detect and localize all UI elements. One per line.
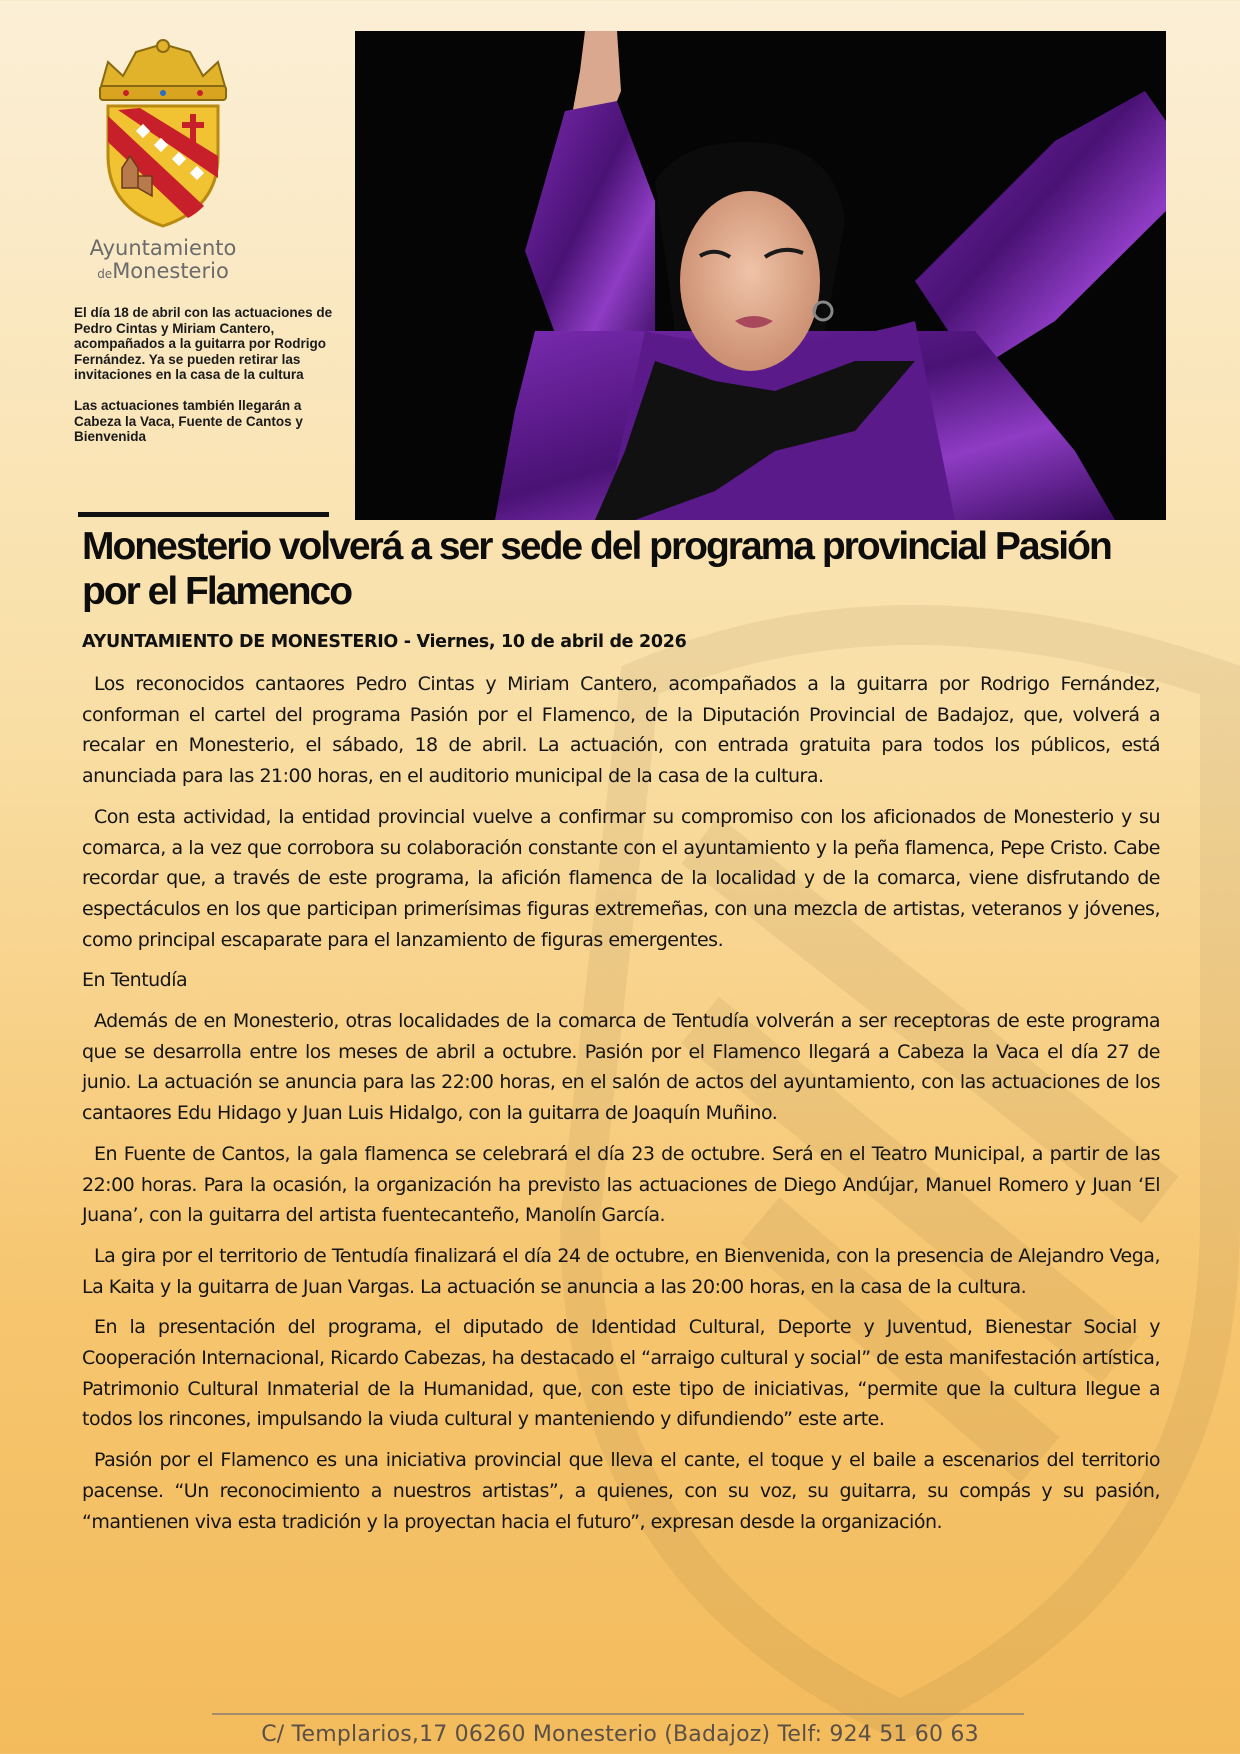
flamenco-singer-photo [355,31,1166,520]
article-paragraph: En Fuente de Cantos, la gala flamenca se celebrará el día 23 de octubre. Será en el Teatro Municipal, a partir de las 22:00 horas. Para la ocasión, la organización ha previsto las actuaciones de Diego Andújar, Manuel Romero y Juan ‘El Juana’, con la guitarra del artista fuentecanteño, Manolín García. [82,1142,1160,1227]
article-headline: Monesterio volverá a ser sede del programa provincial Pasión por el Flamenco [82,525,1111,613]
article-body [82,669,1160,1547]
footer-address: C/ Templarios,17 06260 Monesterio (Badajoz) Telf: 924 51 60 63 [261,1722,979,1747]
article-paragraph: La gira por el territorio de Tentudía finalizará el día 24 de octubre, en Bienvenida, con la presencia de Alejandro Vega, La Kaita y la guitarra de Juan Vargas. La actuación se anuncia a las 20:00 horas, en la casa de la cultura. [82,1244,1160,1298]
article-date: - Viernes, 10 de abril de 2026 [403,632,687,652]
article-source: AYUNTAMIENTO DE MONESTERIO [82,632,398,652]
singer-image [355,31,1166,520]
headline-rule [78,512,329,517]
article-paragraph: En la presentación del programa, el diputado de Identidad Cultural, Deporte y Juventud, Bienestar Social y Cooperación Internacional, Ricardo Cabezas, ha destacado el “arraigo cultural y social” de esta manifestación artística, Patrimonio Cultural Inmaterial de la Humanidad, que, con este tipo de iniciativas, “permite que la cultura llegue a todos los rincones, impulsando la viuda cultural y manteniendo y difundiendo” este arte. [82,1316,1160,1431]
footer-divider [212,1713,1024,1715]
ayuntamiento-logo [78,38,248,288]
logo-line2-text: Monesterio [112,259,229,283]
article-paragraph: Pasión por el Flamenco es una iniciativa provincial que lleva el cante, el toque y el baile a escenarios del territorio pacense. “Un reconocimiento a nuestros artistas”, a quienes, con su voz, su guitarra, su compás y su pasión, “mantienen viva esta tradición y la proyectan hacia el futuro”, expresan desde la organización. [82,1449,1160,1533]
sidebar-paragraph: El día 18 de abril con las actuaciones de Pedro Cintas y Miriam Cantero, acompañados a la guitarra por Rodrigo Fernández. Ya se pueden retirar las invitaciones en la casa de la cultura [74,305,333,383]
article-paragraph: Además de en Monesterio, otras localidades de la comarca de Tentudía volverán a ser receptoras de este programa que se desarrolla entre los meses de abril a octubre. Pasión por el Flamenco llegará a Cabeza la Vaca el día 27 de junio. La actuación se anuncia para las 22:00 horas, en el salón de actos del ayuntamiento, con las actuaciones de los cantaores Edu Hidago y Juan Luis Hidalgo, con la guitarra de Joaquín Muñino. [82,1010,1160,1125]
logo-line1: Ayuntamiento [89,236,237,260]
article-subheading: En Tentudía [82,969,188,992]
article-paragraph: Los reconocidos cantaores Pedro Cintas y Miriam Cantero, acompañados a la guitarra por Rodrigo Fernández, conforman el cartel del programa Pasión por el Flamenco, de la Diputación Provincial de Badajoz, que, volverá a recalar en Monesterio, el sábado, 18 de abril. La actuación, con entrada gratuita para todos los públicos, está anunciada para las 21:00 horas, en el auditorio municipal de la casa de la cultura. [82,673,1160,788]
article-byline [82,632,687,652]
logo-line2-prefix: de [97,267,113,281]
coat-of-arms-icon [78,38,248,233]
sidebar-paragraph: Las actuaciones también llegarán a Cabeza la Vaca, Fuente de Cantos y Bienvenida [74,397,303,445]
logo-line2 [78,260,248,285]
article-paragraph: Con esta actividad, la entidad provincial vuelve a confirmar su compromiso con los aficionados de Monesterio y su comarca, a la vez que corrobora su colaboración constante con el ayuntamiento y la peña flamenca, Pepe Cristo. Cabe recordar que, a través de este programa, la afición flamenca de la localidad y de la comarca, viene disfrutando de espectáculos en los que participan primerísimas figuras extremeñas, con una mezcla de artistas, veteranos y jóvenes, como principal escaparate para el lanzamiento de figuras emergentes. [82,805,1160,951]
sidebar-summary [74,305,342,460]
